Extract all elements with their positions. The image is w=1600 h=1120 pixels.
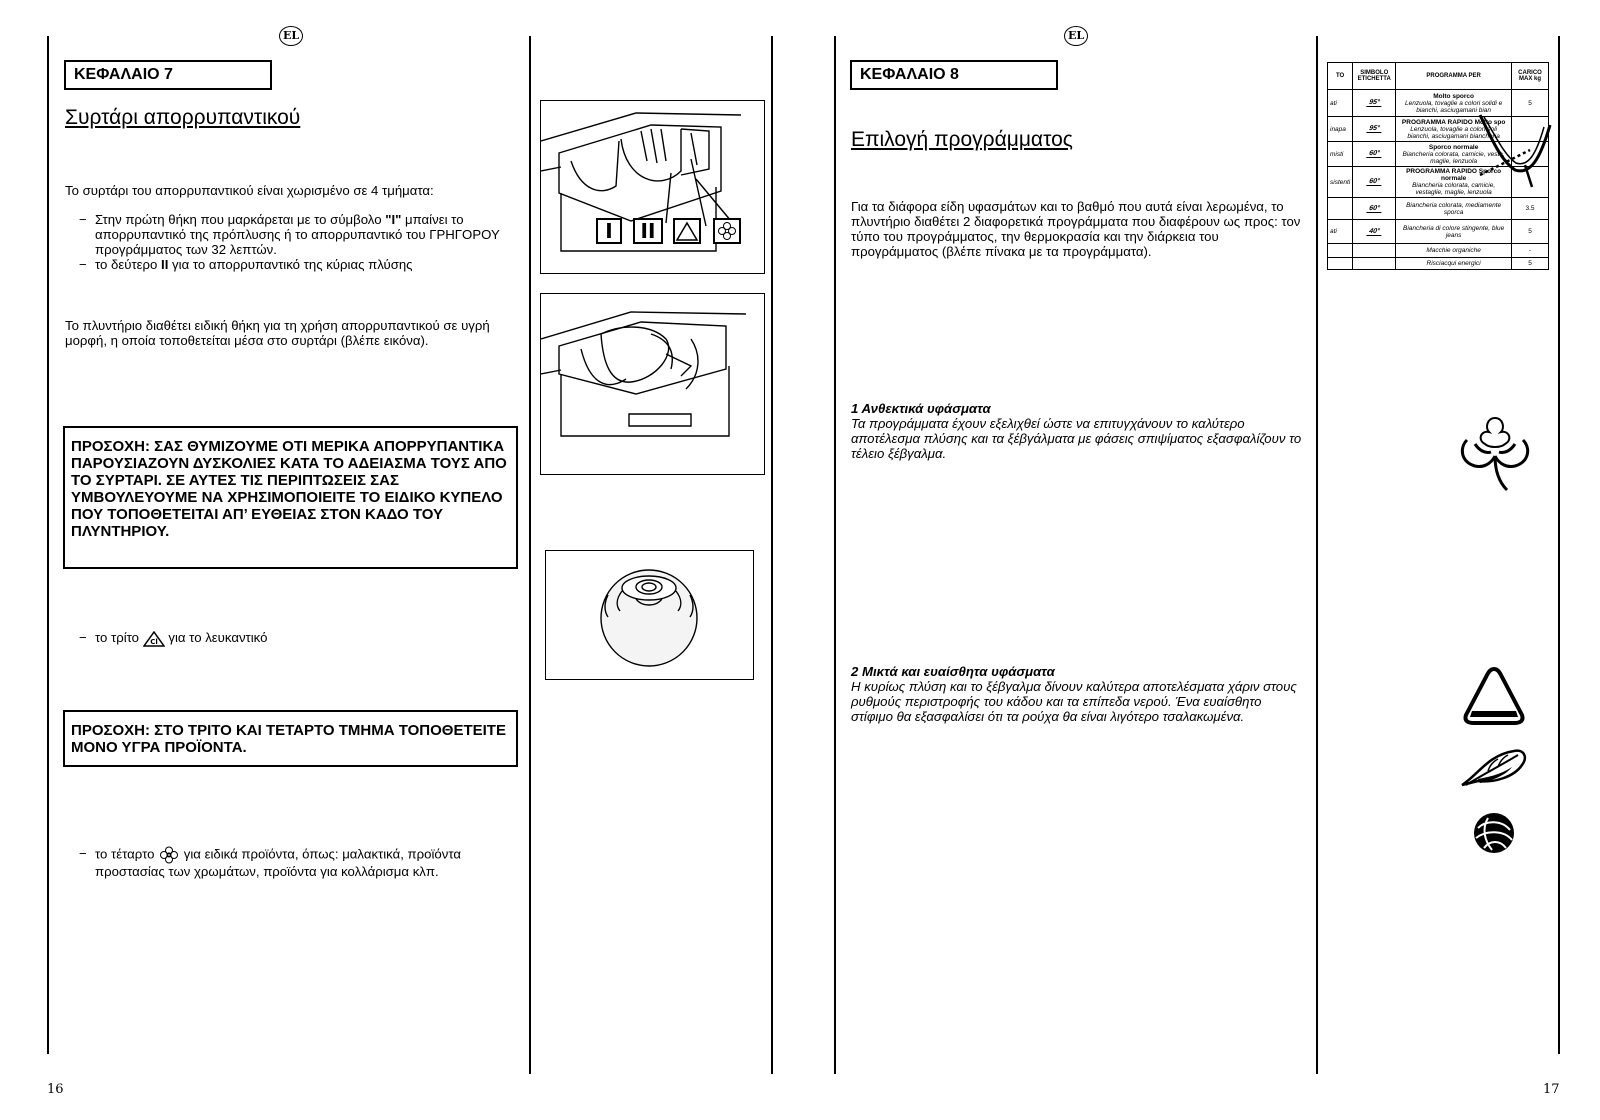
flower-softener-icon xyxy=(158,846,180,864)
program-description: Macchie organiche xyxy=(1426,247,1481,254)
program-description: Biancheria di colore stingente, blue jeans xyxy=(1403,224,1505,239)
program-description: Biancheria colorata, camicie, vestaglie, maglie, lenzuola xyxy=(1412,182,1496,196)
table-row xyxy=(1328,220,1549,244)
table-cell-load: - xyxy=(1512,244,1549,258)
page-number-left: 16 xyxy=(47,1082,64,1097)
program-description: Lenzuola, tovaglie a colori solidi e bianchi, asciugamani bian xyxy=(1405,99,1503,114)
list-item-compartment-3 xyxy=(65,630,520,647)
table-cell-category: misti xyxy=(1328,142,1353,167)
section-title-detergent-drawer: Συρτάρι απορρυπαντικού xyxy=(65,106,301,129)
bleach-triangle-icon xyxy=(143,631,165,647)
item1-text-a: Στην πρώτη θήκη που μαρκάρεται με το σύμβολο xyxy=(95,212,386,227)
list-item-compartment-2 xyxy=(65,257,520,272)
table-header-cell: PROGRAMMA PER xyxy=(1396,63,1512,90)
temperature-symbol: 40° xyxy=(1366,228,1382,236)
table-cell-load: 5 xyxy=(1512,220,1549,244)
item4-text-a: το τέταρτο xyxy=(95,846,155,862)
table-cell-category xyxy=(1328,244,1353,258)
feather-delicate-icon xyxy=(1458,745,1530,791)
table-header-cell: CARICO MAX kg xyxy=(1512,63,1549,90)
mixed-fabrics-heading: 2 Μικτά και ευαίσθητα υφάσματα xyxy=(851,664,1055,679)
table-cell-symbol xyxy=(1353,117,1396,142)
table-cell-symbol xyxy=(1353,142,1396,167)
column-divider-left xyxy=(529,36,531,1074)
item3-text-a: το τρίτο xyxy=(95,630,140,645)
column-divider-right xyxy=(1316,36,1318,1074)
temperature-symbol: 60° xyxy=(1366,150,1382,158)
table-cell-category xyxy=(1328,258,1353,270)
program-description: Biancheria colorata, mediamente sporca xyxy=(1406,201,1502,216)
table-cell-symbol xyxy=(1353,244,1396,258)
table-cell-category xyxy=(1328,198,1353,220)
list-item-compartment-4 xyxy=(65,846,520,879)
page-border-right-inner xyxy=(834,36,836,1074)
program-intro-paragraph: Για τα διάφορα είδη υφασμάτων και το βαθμό που αυτά είναι λερωμένα, το πλυντήριο διαθέτει 2 διαφορετικά προγράμματα που διαφέρουν ως προς: τον τύπο του προγράμματος, την θερμοκρασία και την διάρκεια του προγράμματος (βλέπε πίνακα με τα προγράμματα). xyxy=(851,199,1301,259)
chapter-heading-7: ΚΕΦΑΛΑΙΟ 7 xyxy=(64,60,272,90)
item2-text-b: για το απορρυπαντικό της κύριας πλύσης xyxy=(168,257,413,272)
section-title-program-selection: Επιλογή προγράμματος xyxy=(851,128,1073,151)
table-header-cell: SIMBOLO ETICHETTA xyxy=(1353,63,1396,90)
table-cell-category: ati xyxy=(1328,220,1353,244)
compartment-list xyxy=(65,212,520,272)
program-title: PROGRAMMA RAPIDO Sporco normale xyxy=(1406,168,1502,182)
liquid-container-illustration xyxy=(541,294,763,473)
temperature-symbol: 60° xyxy=(1366,178,1382,186)
figure-dispenser-ball xyxy=(545,550,754,680)
program-description: Lenzuola, tovaglie a colori soli bianchi, asciugamani biancheria xyxy=(1407,125,1500,140)
column-divider-center xyxy=(771,36,773,1074)
figure-liquid-container xyxy=(540,293,765,475)
item1-symbol: "I" xyxy=(385,212,402,227)
table-cell-load: 5 xyxy=(1512,258,1549,270)
synthetic-fabric-icon xyxy=(1462,665,1526,727)
program-description: Biancheria colorata, camicie, vesta, maglie, lenzuola xyxy=(1402,150,1505,165)
compartment-labels xyxy=(597,219,740,243)
item1-text-b: μπαίνει το απορρυπαντικό της πρόπλυσης ή το απορρυπαντικό του ΓΡΗΓΟΡΟΥ προγράμματος των 32 λεπτών. xyxy=(95,212,500,257)
warning-box-liquids-only: ΠΡΟΣΟΧΗ: ΣΤΟ ΤΡΙΤΟ ΚΑΙ ΤΕΤΑΡΤΟ ΤΜΗΜΑ ΤΟΠΟΘΕΤΕΙΤΕ ΜΟΝΟ ΥΓΡΑ ΠΡΟΪΟΝΤΑ. xyxy=(63,710,518,767)
item2-symbol: II xyxy=(161,257,169,272)
item4-text-b: για ειδικά προϊόντα, όπως: μαλακτικά, προϊόντα προστασίας των χρωμάτων, προϊόντα για κολλάρισμα κλπ. xyxy=(95,846,461,879)
mixed-fabrics-body: Η κυρίως πλύση και το ξέβγαλμα δίνουν καλύτερα αποτελέσματα χάριν στους ρυθμούς περιστροφής του κάδου και τα επίπεδα νερού. Ένα ευαίσθητο στίφιμο θα εξασφαλίσει ότι τα ρούχα θα είναι λιγότερο τσαλακωμένα. xyxy=(851,679,1297,724)
table-header-row xyxy=(1328,63,1549,90)
intro-paragraph: Το συρτάρι του απορρυπαντικού είναι χωρισμένο σε 4 τμήματα: xyxy=(65,183,434,198)
language-badge-left: EL xyxy=(279,26,303,46)
item3-text-b: για το λευκαντικό xyxy=(168,630,268,645)
table-cell-symbol xyxy=(1353,167,1396,198)
resistant-fabrics-heading: 1 Ανθεκτικά υφάσματα xyxy=(851,401,991,416)
warning-box-dispensing: ΠΡΟΣΟΧΗ: ΣΑΣ ΘΥΜΙΖΟΥΜΕ ΟΤΙ ΜΕΡΙΚΑ ΑΠΟΡΡΥΠΑΝΤΙΚΑ ΠΑΡΟΥΣΙΑΖΟΥΝ ΔΥΣΚΟΛΙΕΣ ΚΑΤΑ ΤΟ ΑΔΕΙΑΣΜΑ ΤΟΥΣ ΑΠΟ ΤΟ ΣΥΡΤΑΡΙ. ΣΕ ΑΥΤΕΣ ΤΙΣ ΠΕΡΙΠΤΩΣΕΙΣ ΣΑΣ ΥΜΒΟΥΛΕΥΟΥΜΕ ΝΑ ΧΡΗΣΙΜΟΠΟΙΕΙΤΕ ΤΟ ΕΙΔΙΚΟ ΚΥΠΕΛΟ ΠΟΥ ΤΟΠΟΘΕΤΕΙΤΑΙ ΑΠ’ ΕΥΘΕΙΑΣ ΣΤΟΝ ΚΑΔΟ ΤΟΥ ΠΛΥΝΤΗΡΙΟΥ. xyxy=(63,426,518,569)
table-cell-category: sistenti xyxy=(1328,167,1353,198)
cotton-flower-icon xyxy=(1455,410,1535,502)
table-row xyxy=(1328,198,1549,220)
section-resistant-fabrics xyxy=(851,401,1306,461)
table-cell-symbol xyxy=(1353,258,1396,270)
program-title: PROGRAMMA RAPIDO Molto spo xyxy=(1401,118,1506,126)
page-border-left xyxy=(47,36,49,1054)
dial-knob-overlay xyxy=(1470,105,1560,200)
table-row xyxy=(1328,258,1549,270)
program-description: Risciacqui energici xyxy=(1426,260,1481,267)
table-cell-category: ati xyxy=(1328,90,1353,117)
table-cell-category: inapa xyxy=(1328,117,1353,142)
table-header-cell: TO xyxy=(1328,63,1353,90)
label-I: I xyxy=(605,219,613,243)
figure-drawer-compartments xyxy=(540,100,765,274)
label-II: II xyxy=(640,219,656,243)
temperature-symbol: 95° xyxy=(1366,125,1382,133)
item2-text-a: το δεύτερο xyxy=(95,257,162,272)
table-cell-program xyxy=(1396,198,1512,220)
table-cell-load: 3.5 xyxy=(1512,198,1549,220)
table-cell-symbol xyxy=(1353,90,1396,117)
resistant-fabrics-body: Τα προγράμματα έχουν εξελιχθεί ώστε να επιτυγχάνουν το καλύτερο αποτέλεσμα πλύσης και τα ξέβγάλματα με φάσεις σπιψίματος εξασφαλίζουν το τέλειο ξέβγαλμα. xyxy=(851,416,1302,461)
chapter-heading-8: ΚΕΦΑΛΑΙΟ 8 xyxy=(850,60,1058,90)
table-cell-program xyxy=(1396,220,1512,244)
liquid-detergent-paragraph: Το πλυντήριο διαθέτει ειδική θήκη για τη χρήση απορρυπαντικού σε υγρή μορφή, η οποία τοποθετείται μέσα στο συρτάρι (βλέπε εικόνα). xyxy=(65,318,490,348)
table-cell-symbol xyxy=(1353,220,1396,244)
table-row xyxy=(1328,244,1549,258)
table-cell-program xyxy=(1396,258,1512,270)
table-cell-symbol xyxy=(1353,198,1396,220)
language-badge-right: EL xyxy=(1064,26,1088,46)
program-title: Sporco normale xyxy=(1428,143,1479,151)
list-item-compartment-1 xyxy=(65,212,520,257)
table-cell-program xyxy=(1396,244,1512,258)
svg-text:Cl: Cl xyxy=(149,637,158,646)
table-cell-load: 5 xyxy=(1512,90,1549,117)
section-mixed-delicate-fabrics xyxy=(851,664,1306,724)
program-title: Molto sporco xyxy=(1433,92,1475,100)
temperature-symbol: 95° xyxy=(1366,99,1382,107)
page-number-right: 17 xyxy=(1543,1082,1560,1097)
drawer-illustration xyxy=(541,101,763,272)
dispenser-ball-illustration xyxy=(546,551,752,678)
temperature-symbol: 60° xyxy=(1366,205,1382,213)
wool-ball-icon xyxy=(1470,810,1518,856)
